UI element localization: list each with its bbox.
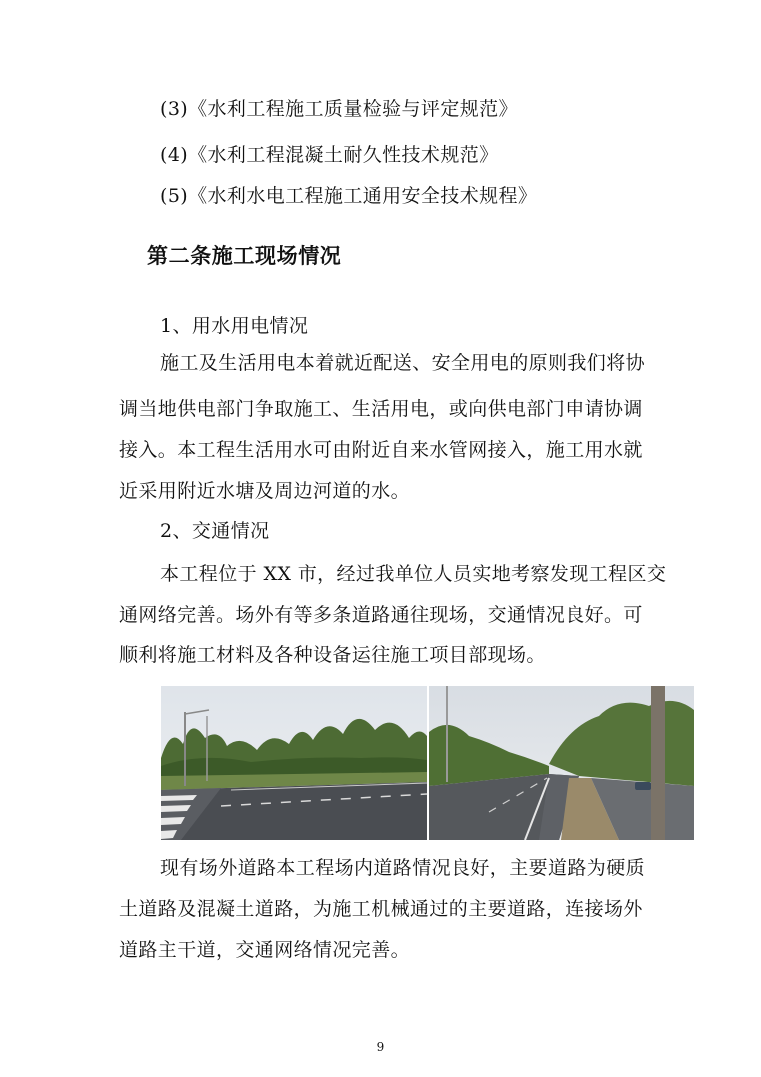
subsection-title-traffic: 2、交通情况: [160, 520, 270, 542]
page-number: 9: [376, 1040, 385, 1054]
reference-item-4: (4)《水利工程混凝土耐久性技术规范》: [160, 144, 499, 166]
paragraph-line: 本工程位于 XX 市，经过我单位人员实地考察发现工程区交: [160, 563, 667, 585]
paragraph-line: 调当地供电部门争取施工、生活用电，或向供电部门申请协调: [119, 398, 643, 420]
section-heading: 第二条施工现场情况: [147, 244, 342, 268]
paragraph-line: 施工及生活用电本着就近配送、安全用电的原则我们将协: [160, 352, 646, 374]
reference-item-5: (5)《水利水电工程施工通用安全技术规程》: [160, 185, 538, 207]
paragraph-line: 道路主干道，交通网络情况完善。: [119, 939, 411, 961]
reference-item-3: (3)《水利工程施工质量检验与评定规范》: [160, 98, 518, 120]
paragraph-line: 顺利将施工材料及各种设备运往施工项目部现场。: [119, 644, 546, 666]
paragraph-line: 现有场外道路本工程场内道路情况良好，主要道路为硬质: [160, 857, 646, 879]
paragraph-line: 土道路及混凝土道路，为施工机械通过的主要道路，连接场外: [119, 898, 643, 920]
road-photos: [161, 686, 694, 840]
paragraph-line: 通网络完善。场外有等多条道路通往现场，交通情况良好。可: [119, 604, 643, 626]
subsection-title-water-power: 1、用水用电情况: [160, 315, 309, 337]
paragraph-line: 接入。本工程生活用水可由附近自来水管网接入，施工用水就: [119, 439, 643, 461]
road-photo-left: [161, 686, 427, 840]
road-photo-right: [429, 686, 694, 840]
paragraph-line: 近采用附近水塘及周边河道的水。: [119, 480, 411, 502]
